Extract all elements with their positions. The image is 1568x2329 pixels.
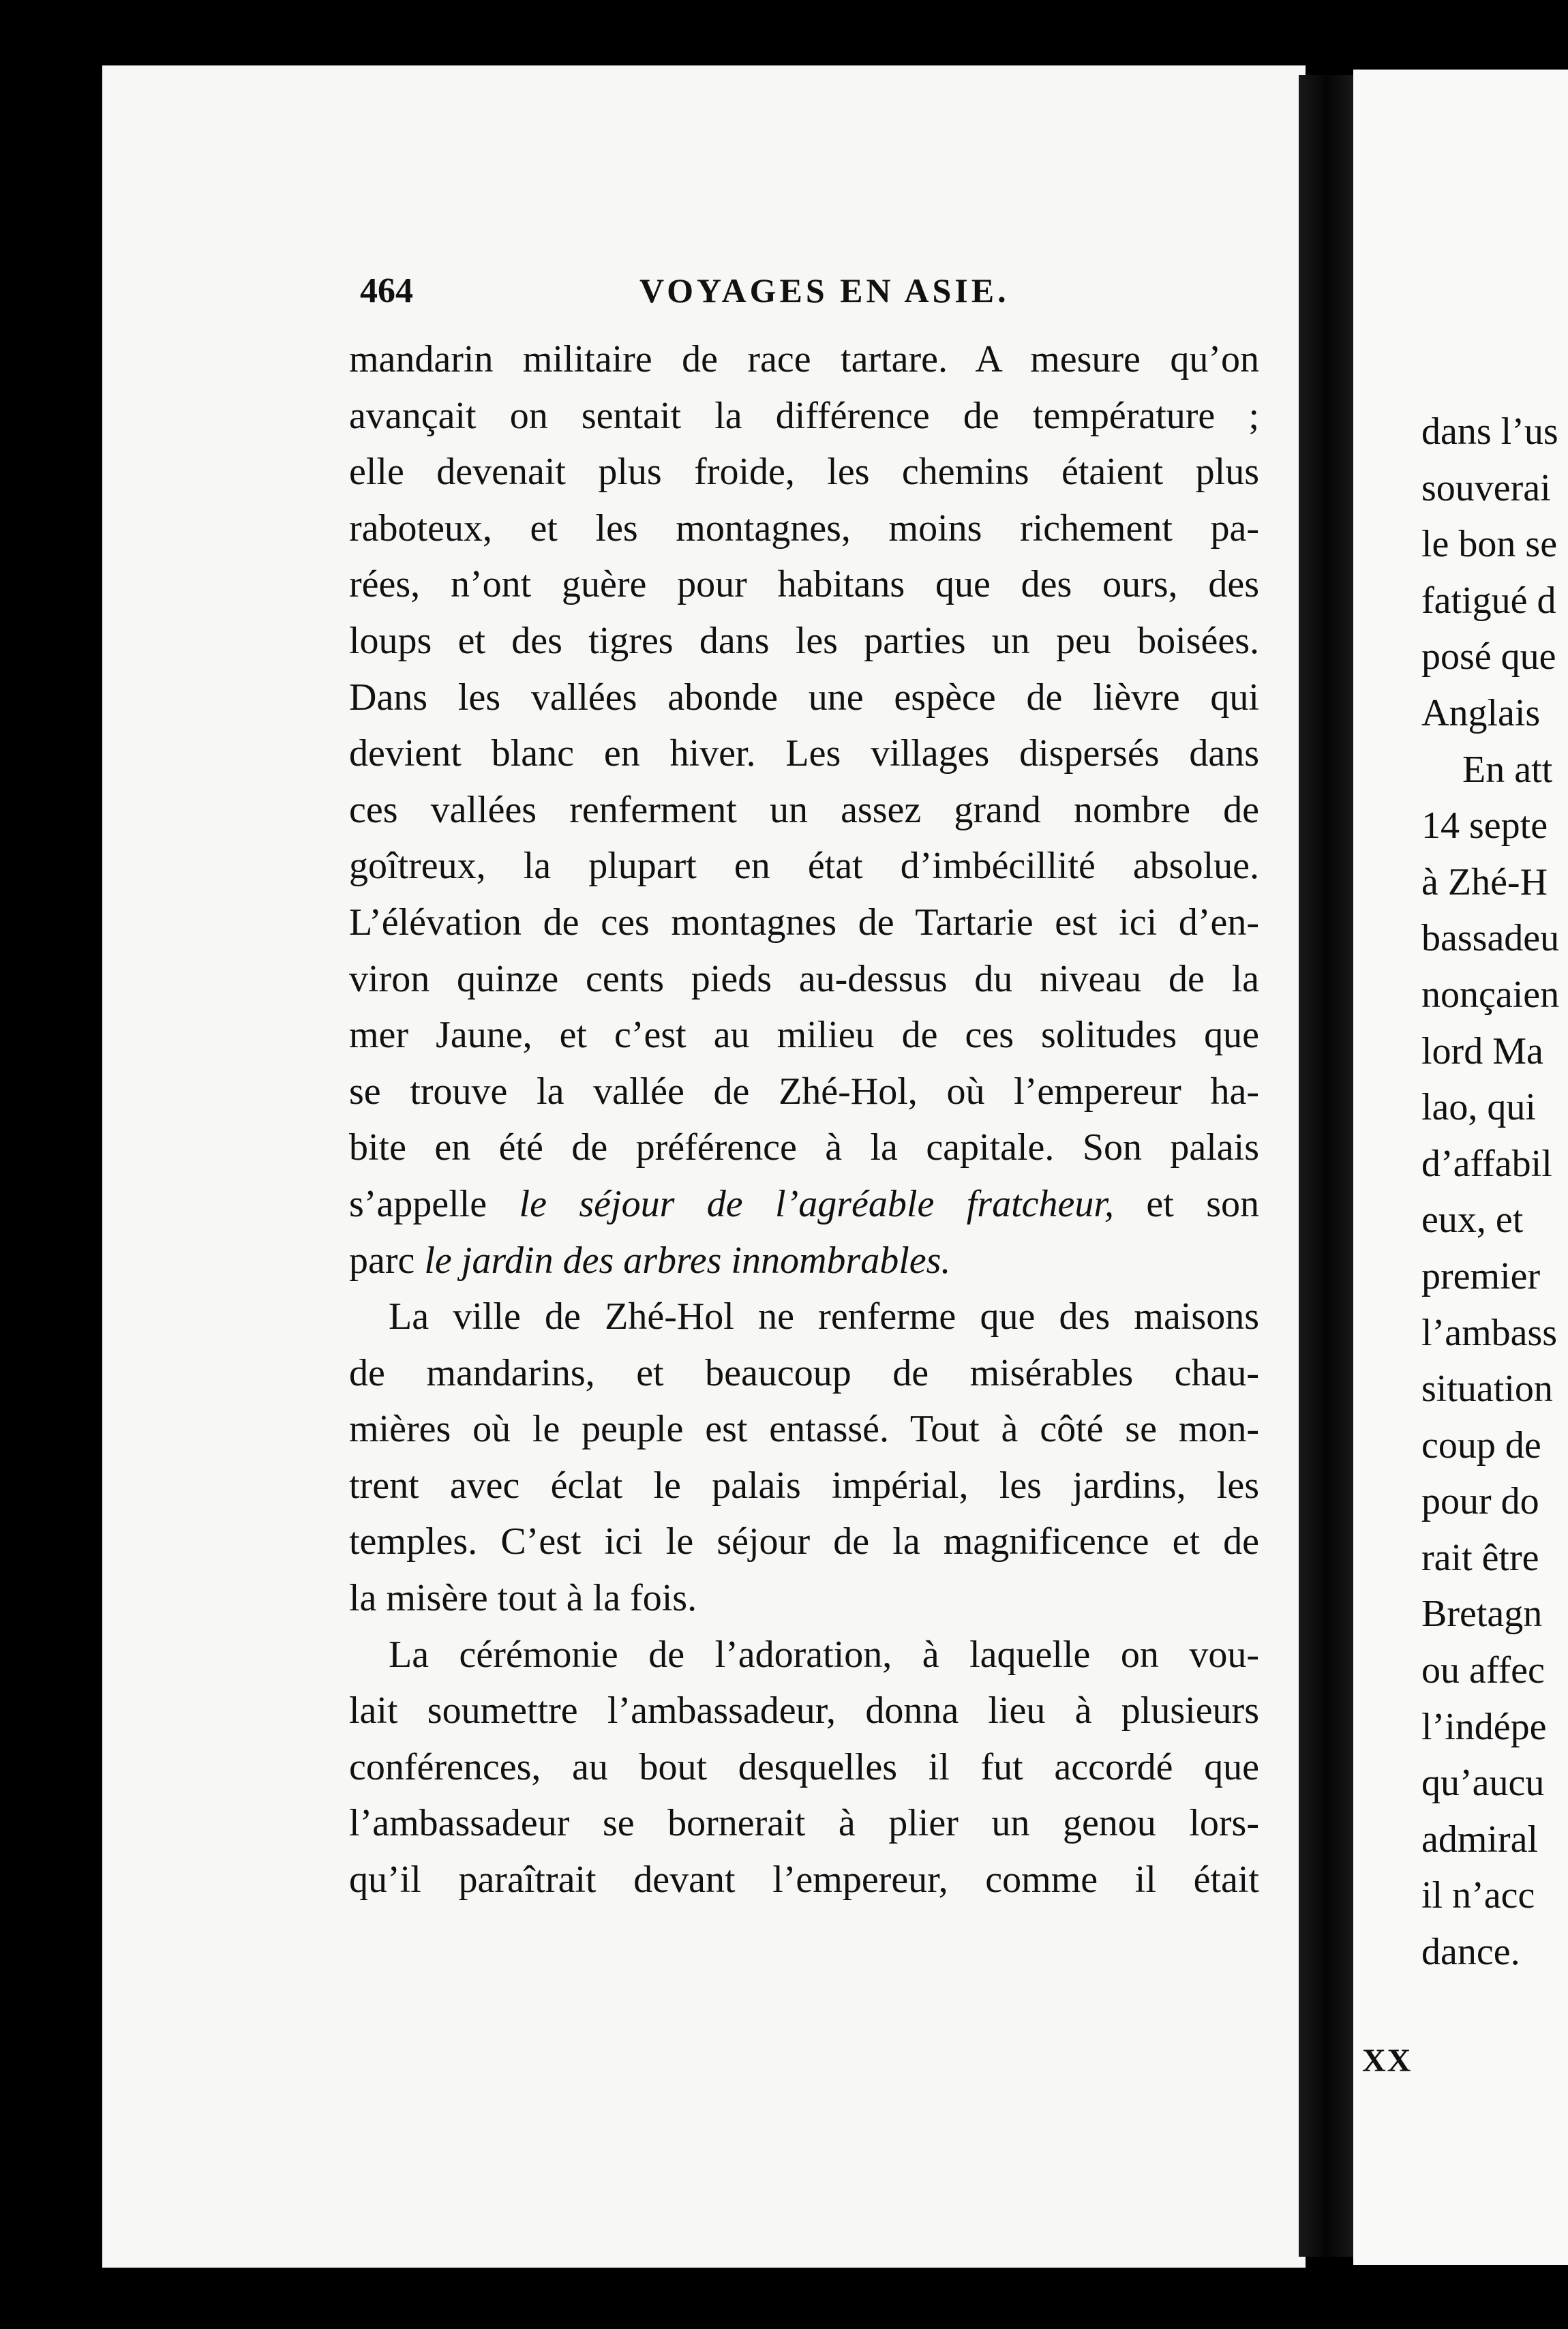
text-line: temples. C’est ici le séjour de la magnificence et de xyxy=(349,1520,1259,1563)
text-line: parc le jardin des arbres innombrables. xyxy=(349,1239,951,1282)
text-line: de mandarins, et beaucoup de misérables chau- xyxy=(349,1351,1259,1394)
text-line: conférences, au bout desquelles il fut accordé que xyxy=(349,1745,1259,1788)
text-line: elle devenait plus froide, les chemins étaient plus xyxy=(349,451,1259,494)
text-line: La ville de Zhé-Hol ne renferme que des maisons xyxy=(389,1295,1259,1338)
text-line: dance. xyxy=(1421,1931,1520,1974)
text-line: souverai xyxy=(1421,466,1551,509)
text-line: l’indépe xyxy=(1421,1705,1547,1748)
text-line: mières où le peuple est entassé. Tout à côté se mon- xyxy=(349,1408,1259,1451)
text-line: l’ambass xyxy=(1421,1311,1558,1354)
text-line: loups et des tigres dans les parties un peu boisées. xyxy=(349,619,1259,662)
text-line: ces vallées renferment un assez grand nombre de xyxy=(349,788,1259,831)
text-line: la misère tout à la fois. xyxy=(349,1577,697,1620)
text-line: L’élévation de ces montagnes de Tartarie est ici d’en- xyxy=(349,901,1259,944)
text-line: coup de xyxy=(1421,1424,1541,1467)
right-page-text-area xyxy=(1353,70,1568,2265)
page-number: 464 xyxy=(360,271,413,310)
text-line: lord Ma xyxy=(1421,1030,1543,1072)
signature-mark: XX xyxy=(1362,2043,1413,2079)
text-line: le bon se xyxy=(1421,523,1558,566)
text-line: bite en été de préférence à la capitale. Son palais xyxy=(349,1126,1259,1169)
text-line: premier xyxy=(1421,1254,1541,1297)
text-line: rées, n’ont guère pour habitans que des ours, des xyxy=(349,563,1259,606)
text-line: il n’acc xyxy=(1421,1874,1535,1917)
text-line: eux, et xyxy=(1421,1199,1524,1242)
text-line: s’appelle le séjour de l’agréable fratcheur, et son xyxy=(349,1182,1260,1225)
text-line: Bretagn xyxy=(1421,1593,1543,1636)
text-line: se trouve la vallée de Zhé-Hol, où l’empereur ha- xyxy=(349,1070,1259,1113)
text-line: lait soumettre l’ambassadeur, donna lieu à plusieurs xyxy=(349,1689,1259,1732)
text-line: situation xyxy=(1421,1368,1553,1411)
text-line: raboteux, et les montagnes, moins richement pa- xyxy=(349,507,1259,550)
text-line: à Zhé-H xyxy=(1421,860,1548,903)
text-line: lao, qui xyxy=(1421,1086,1536,1129)
text-line: goîtreux, la plupart en état d’imbécillité absolue. xyxy=(349,845,1259,888)
text-line: qu’il paraîtrait devant l’empereur, comme il était xyxy=(349,1859,1259,1902)
text-line: nonçaien xyxy=(1421,973,1560,1016)
running-head xyxy=(360,271,1198,318)
text-line: d’affabil xyxy=(1421,1142,1552,1185)
text-line: mandarin militaire de race tartare. A mesure qu’on xyxy=(349,338,1259,380)
text-line: Dans les vallées abonde une espèce de lièvre qui xyxy=(349,676,1259,719)
text-line: ou affec xyxy=(1421,1649,1545,1692)
text-line: viron quinze cents pieds au-dessus du niveau de la xyxy=(349,957,1259,1000)
text-line: posé que xyxy=(1421,635,1556,678)
text-line: La cérémonie de l’adoration, à laquelle on vou- xyxy=(389,1633,1259,1676)
text-line: trent avec éclat le palais impérial, les jardins, les xyxy=(349,1464,1259,1507)
text-line: mer Jaune, et c’est au milieu de ces solitudes que xyxy=(349,1014,1259,1057)
text-line: dans l’us xyxy=(1421,410,1558,453)
running-title: VOYAGES EN ASIE. xyxy=(639,271,1010,310)
text-line: qu’aucu xyxy=(1421,1762,1545,1805)
right-page-text xyxy=(1421,404,1568,1981)
text-line: fatigué d xyxy=(1421,579,1556,622)
text-line: rait être xyxy=(1421,1536,1539,1579)
text-line: En att xyxy=(1462,748,1553,791)
text-line: Anglais xyxy=(1421,691,1541,734)
text-line: bassadeu xyxy=(1421,917,1560,960)
text-line: 14 septe xyxy=(1421,805,1548,847)
text-line: devient blanc en hiver. Les villages dispersés dans xyxy=(349,732,1259,775)
text-line: admiral xyxy=(1421,1818,1539,1861)
text-line: l’ambassadeur se bornerait à plier un genou lors- xyxy=(349,1802,1259,1845)
text-line: pour do xyxy=(1421,1480,1539,1523)
text-line: avançait on sentait la différence de température ; xyxy=(349,394,1259,437)
left-page-text xyxy=(349,331,1259,1908)
